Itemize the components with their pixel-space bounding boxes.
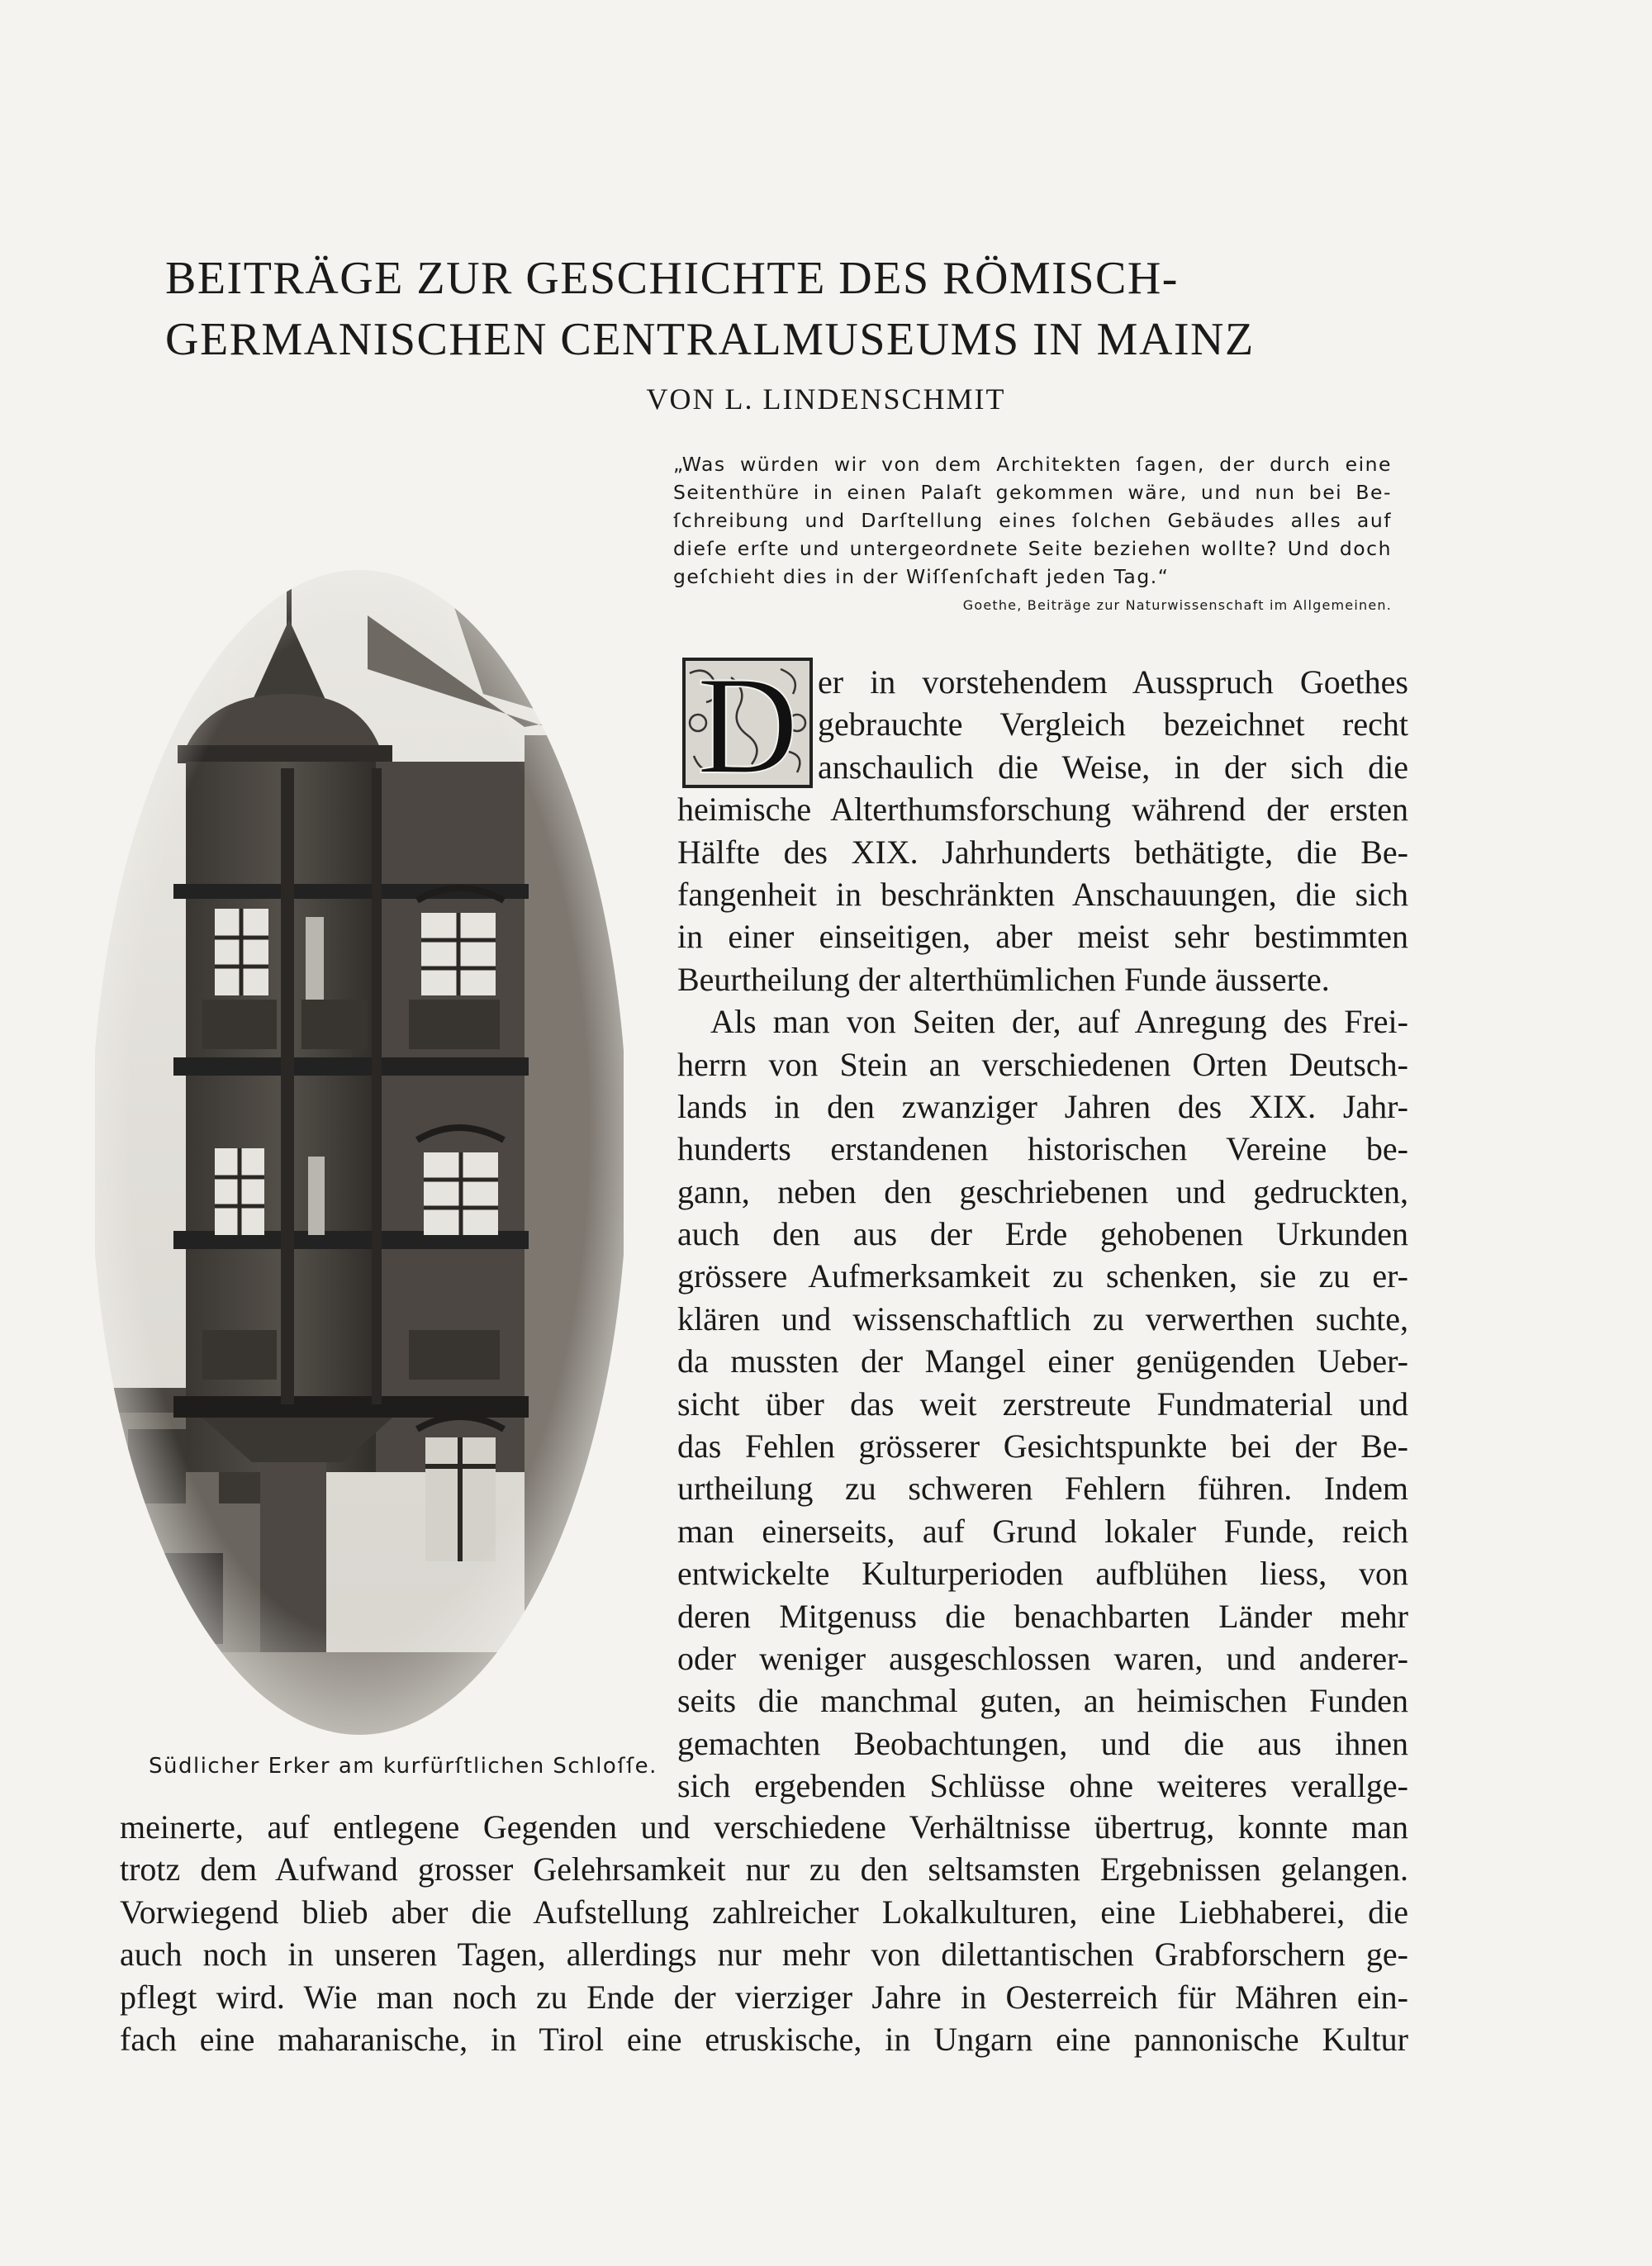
text-line: sich ergebenden Schlüsse ohne weiteres verallge- [677, 1767, 1408, 1805]
text-line: seits die manchmal guten, an heimischen Funden [677, 1682, 1408, 1720]
text-line: anschaulich die Weise, in der sich die [818, 748, 1408, 786]
text-line: gann, neben den geschriebenen und gedruckten, [677, 1172, 1408, 1210]
text-line: fach eine maharanische, in Tirol eine etruskische, in Ungarn eine pannonische Kultur [120, 2020, 1408, 2058]
text-line: man einerseits, auf Grund lokaler Funde, reich [677, 1512, 1408, 1550]
epigraph [673, 450, 1392, 613]
epigraph-line: Seitenthüre in einen Palaſt gekommen wäre, und nun bei Be- [673, 481, 1392, 504]
title-line-1: BEITRÄGE ZUR GESCHICHTE DES RÖMISCH- [165, 253, 1179, 304]
epigraph-line: geſchieht dies in der Wiſſenſchaft jeden Tag.“ [673, 565, 1170, 588]
initial-letter: D [696, 657, 799, 789]
epigraph-line: dieſe erſte und untergeordnete Seite beziehen wollte? Und doch [673, 537, 1392, 560]
text-line: Beurtheilung der alterthümlichen Funde äusserte. [677, 960, 1330, 998]
text-line: auch noch in unseren Tagen, allerdings nur mehr von dilettantischen Grabforschern ge- [120, 1936, 1408, 1974]
text-line: hunderts erstandenen historischen Vereine be- [677, 1130, 1408, 1168]
text-line: Vorwiegend blieb aber die Aufstellung zahlreicher Lokalkulturen, eine Liebhaberei, die [120, 1893, 1408, 1931]
text-line: heimische Alterthumsforschung während der ersten [677, 791, 1408, 829]
text-line: Als man von Seiten der, auf Anregung des Frei- [710, 1003, 1408, 1041]
oriel-photograph [95, 570, 624, 1735]
epigraph-line: ſchreibung und Darſtellung eines ſolchen Gebäudes alles auf [673, 509, 1392, 532]
body-full-width-text [120, 1806, 1408, 2060]
title-line-2: GERMANISCHEN CENTRALMUSEUMS IN MAINZ [165, 314, 1255, 365]
text-line: Hälfte des XIX. Jahrhunderts bethätigte, die Be- [677, 833, 1408, 871]
text-line: sicht über das weit zerstreute Fundmaterial und [677, 1385, 1408, 1423]
text-line: er in vorstehendem Ausspruch Goethes [818, 663, 1408, 701]
text-line: auch den aus der Erde gehobenen Urkunden [677, 1215, 1408, 1253]
text-line: deren Mitgenuss die benachbarten Länder mehr [677, 1597, 1408, 1635]
text-line: gebrauchte Vergleich bezeichnet recht [818, 705, 1408, 743]
text-line: grössere Aufmerksamkeit zu schenken, sie zu er- [677, 1257, 1408, 1295]
epigraph-quote [673, 450, 1392, 591]
text-line: da mussten der Mangel einer genügenden Ueber- [677, 1342, 1408, 1380]
figure-caption: Südlicher Erker am kurfürſtlichen Schloſſe. [149, 1754, 657, 1779]
body-column-text [677, 661, 1408, 1808]
text-line: in einer einseitigen, aber meist sehr bestimmten [677, 918, 1408, 956]
epigraph-source: Goethe, Beiträge zur Naturwissenschaft im Allgemeinen. [962, 597, 1392, 613]
article-title [165, 248, 1503, 370]
text-line: das Fehlen grösserer Gesichtspunkte bei der Be- [677, 1428, 1408, 1466]
author-line: VON L. LINDENSCHMIT [646, 382, 1006, 416]
text-line: trotz dem Aufwand grosser Gelehrsamkeit nur zu den seltsamsten Ergebnissen gelangen. [120, 1850, 1408, 1888]
epigraph-line: „Was würden wir von dem Architekten ſagen, der durch eine [673, 453, 1392, 476]
text-line: entwickelte Kulturperioden aufblühen liess, von [677, 1555, 1408, 1593]
text-line: urtheilung zu schweren Fehlern führen. Indem [677, 1470, 1408, 1508]
text-line: meinerte, auf entlegene Gegenden und verschiedene Verhältnisse übertrug, konnte man [120, 1808, 1408, 1846]
text-line: fangenheit in beschränkten Anschauungen, die sich [677, 875, 1408, 913]
text-line: gemachten Beobachtungen, und die aus ihnen [677, 1724, 1408, 1762]
text-line: lands in den zwanziger Jahren des XIX. Jahr- [677, 1087, 1408, 1125]
text-line: klären und wissenschaftlich zu verwerthen suchte, [677, 1299, 1408, 1337]
text-line: pflegt wird. Wie man noch zu Ende der vierziger Jahre in Oesterreich für Mähren ein- [120, 1978, 1408, 2016]
text-line: herrn von Stein an verschiedenen Orten Deutsch- [677, 1045, 1408, 1083]
text-line: oder weniger ausgeschlossen waren, und anderer- [677, 1639, 1408, 1677]
